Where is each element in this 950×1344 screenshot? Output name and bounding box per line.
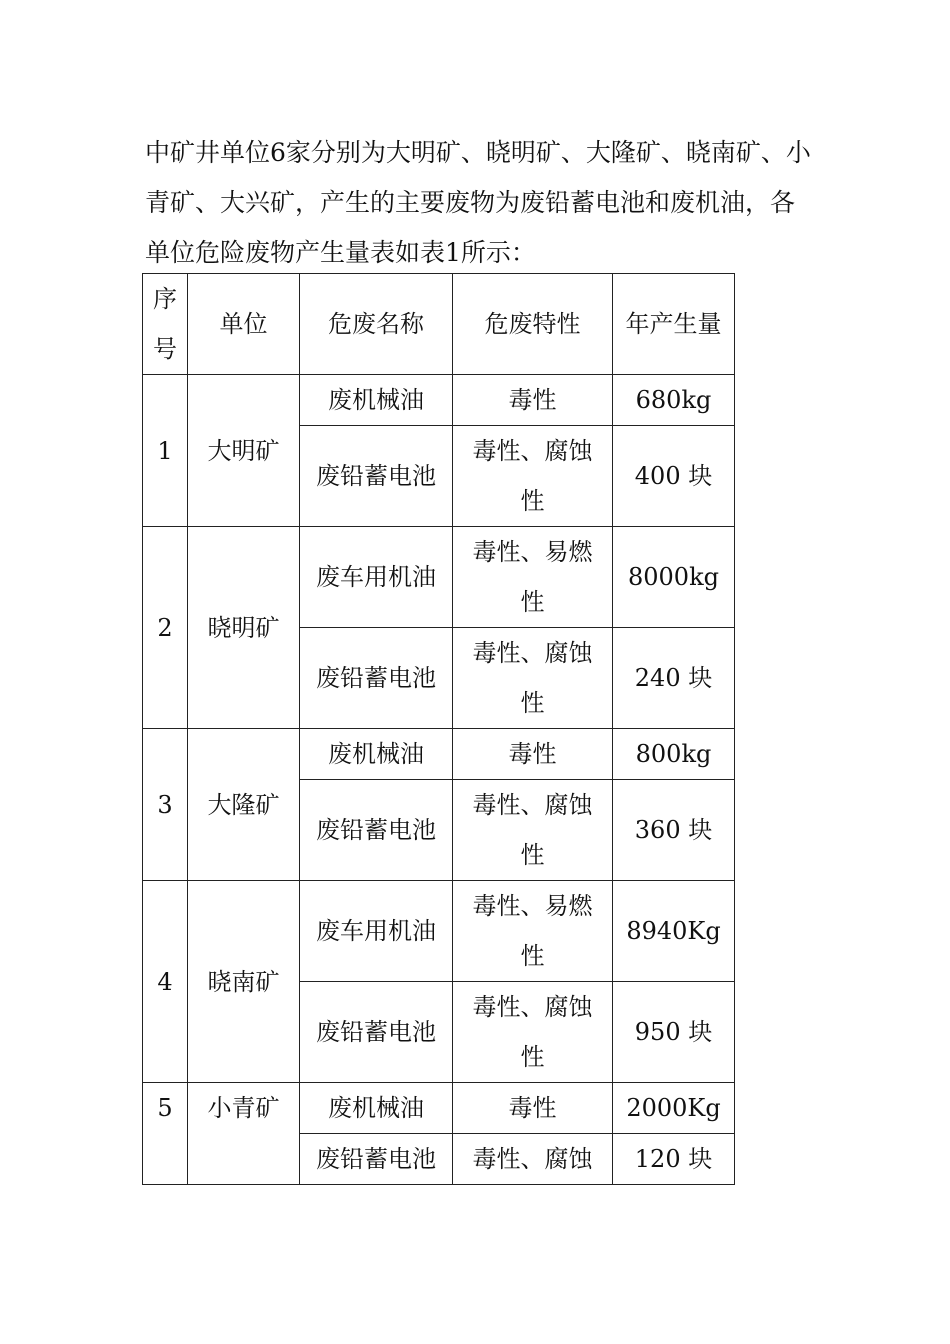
annual-amount-cell: 680kg (613, 375, 735, 426)
table-row (143, 1083, 735, 1134)
waste-name-cell: 废铅蓄电池 (300, 780, 453, 881)
unit-index-cell: 2 (143, 527, 188, 729)
unit-index-cell: 3 (143, 729, 188, 881)
header-cell-waste-name: 危废名称 (300, 274, 453, 375)
annual-amount-cell: 8940Kg (613, 881, 735, 982)
annual-amount-cell: 8000kg (613, 527, 735, 628)
waste-property-cell: 毒性、腐蚀性 (453, 426, 613, 527)
waste-name-cell: 废铅蓄电池 (300, 982, 453, 1083)
waste-property-cell: 毒性、腐蚀性 (453, 982, 613, 1083)
annual-amount-cell: 240 块 (613, 628, 735, 729)
table-row (143, 881, 735, 982)
annual-amount-cell: 950 块 (613, 982, 735, 1083)
waste-property-cell: 毒性、腐蚀性 (453, 780, 613, 881)
header-cell-index: 序号 (143, 274, 188, 375)
unit-name-cell: 大隆矿 (188, 729, 300, 881)
waste-name-cell: 废铅蓄电池 (300, 628, 453, 729)
annual-amount-cell: 360 块 (613, 780, 735, 881)
waste-property-cell: 毒性 (453, 729, 613, 780)
header-cell-unit: 单位 (188, 274, 300, 375)
waste-property-cell: 毒性 (453, 375, 613, 426)
waste-name-cell: 废车用机油 (300, 881, 453, 982)
header-cell-annual-amount: 年产生量 (613, 274, 735, 375)
waste-name-cell: 废机械油 (300, 1083, 453, 1134)
unit-name-cell: 晓明矿 (188, 527, 300, 729)
table-row (143, 375, 735, 426)
waste-name-cell: 废机械油 (300, 375, 453, 426)
header-cell-waste-property: 危废特性 (453, 274, 613, 375)
annual-amount-cell: 400 块 (613, 426, 735, 527)
waste-name-cell: 废车用机油 (300, 527, 453, 628)
table-row (143, 729, 735, 780)
hazardous-waste-table (142, 273, 735, 1185)
waste-property-cell: 毒性、易燃性 (453, 881, 613, 982)
waste-property-cell: 毒性、腐蚀性 (453, 628, 613, 729)
annual-amount-cell: 2000Kg (613, 1083, 735, 1134)
waste-name-cell: 废机械油 (300, 729, 453, 780)
unit-name-cell: 大明矿 (188, 375, 300, 527)
annual-amount-cell: 120 块 (613, 1134, 735, 1185)
waste-property-cell: 毒性 (453, 1083, 613, 1134)
waste-property-cell: 毒性、腐蚀 (453, 1134, 613, 1185)
waste-name-cell: 废铅蓄电池 (300, 1134, 453, 1185)
unit-index-cell: 1 (143, 375, 188, 527)
unit-name-cell: 小青矿 (188, 1083, 300, 1185)
table-header-row (143, 274, 735, 375)
intro-paragraph: 中矿井单位6家分别为大明矿、晓明矿、大隆矿、晓南矿、小青矿、大兴矿，产生的主要废物为废铅蓄电池和废机油，各单位危险废物产生量表如表1所示： (145, 138, 811, 267)
waste-name-cell: 废铅蓄电池 (300, 426, 453, 527)
unit-index-cell: 5 (143, 1083, 188, 1185)
table-row (143, 527, 735, 628)
annual-amount-cell: 800kg (613, 729, 735, 780)
unit-name-cell: 晓南矿 (188, 881, 300, 1083)
unit-index-cell: 4 (143, 881, 188, 1083)
waste-property-cell: 毒性、易燃性 (453, 527, 613, 628)
